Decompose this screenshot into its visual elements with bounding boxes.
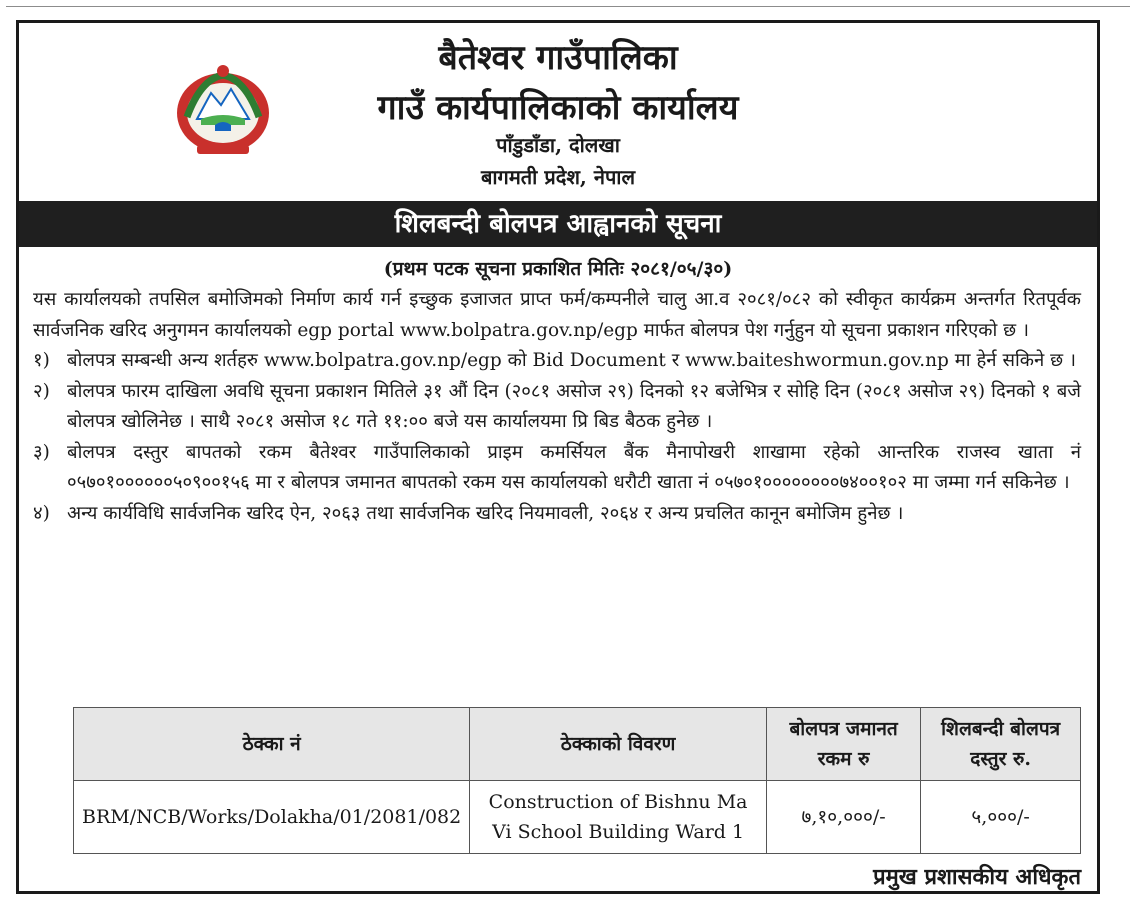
cell-bid-security: ७,१०,०००/- [766, 781, 920, 854]
condition-number: २) [33, 380, 50, 402]
notice-body [33, 285, 1081, 529]
header-bid-security: बोलपत्र जमानत रकम रु [766, 708, 920, 781]
condition-number: ४) [33, 502, 50, 524]
condition-text: अन्य कार्यविधि सार्वजनिक खरिद ऐन, २०६३ तथा सार्वजनिक खरिद नियमावली, २०६४ र अन्य प्रचलित कानून बमोजिम हुनेछ । [67, 502, 904, 524]
publish-date: (प्रथम पटक सूचना प्रकाशित मितिः २०८१/०५/३०) [383, 258, 733, 280]
condition-text: बोलपत्र सम्बन्धी अन्य शर्तहरु www.bolpatra.gov.np/egp को Bid Document र www.baiteshwormun.gov.np मा हेर्न सकिने छ । [67, 350, 1076, 371]
cell-contract-no: BRM/NCB/Works/Dolakha/01/2081/082 [74, 781, 470, 854]
condition-item [33, 377, 1081, 438]
condition-number: १) [33, 350, 50, 371]
org-name: बैतेश्वर गाउँपालिका [438, 38, 678, 78]
office-province: बागमती प्रदेश, नेपाल [480, 165, 636, 189]
condition-number: ३) [33, 441, 50, 463]
header-bid-fee: शिलबन्दी बोलपत्र दस्तुर रु. [921, 708, 1081, 781]
condition-item [33, 346, 1081, 377]
cell-description: Construction of Bishnu Ma Vi School Building Ward 1 [470, 781, 767, 854]
tender-table [73, 707, 1081, 854]
signature: प्रमुख प्रशासकीय अधिकृत [873, 864, 1081, 890]
header-description: ठेक्काको विवरण [470, 708, 767, 781]
condition-text: बोलपत्र फारम दाखिला अवधि सूचना प्रकाशन मितिले ३१ औं दिन (२०८१ असोज २९) दिनको १२ बजेभित्र र सोहि दिन (२०८१ असोज २९) दिनको १ बजे बोलपत्र खोलिनेछ । साथै २०८१ असोज १८ गते ११:०० बजे यस कार्यालयमा प्रि बिड बैठक हुनेछ । [67, 380, 1081, 432]
notice-title: शिलबन्दी बोलपत्र आह्वानको सूचना [19, 201, 1097, 247]
header-contract-no: ठेक्का नं [74, 708, 470, 781]
office-name: गाउँ कार्यपालिकाको कार्यालय [377, 88, 739, 128]
cell-bid-fee: ५,०००/- [921, 781, 1081, 854]
condition-item [33, 438, 1081, 499]
notice-intro: यस कार्यालयको तपसिल बमोजिमको निर्माण कार्य गर्न इच्छुक इजाजत प्राप्त फर्म/कम्पनीले चालु आ.व २०८१/०८२ को स्वीकृत कार्यक्रम अन्तर्गत रितपूर्वक सार्वजनिक खरिद अनुगमन कार्यालयको egp portal www.bolpatra.gov.np/egp मार्फत बोलपत्र पेश गर्नुहुन यो सूचना प्रकाशन गरिएको छ । [33, 289, 1081, 341]
office-address: पाँडुडाँडा, दोलखा [496, 133, 620, 157]
top-rule [6, 6, 1130, 7]
condition-item [33, 499, 1081, 530]
notice-header [19, 23, 1097, 201]
table-row [74, 781, 1081, 854]
condition-text: बोलपत्र दस्तुर बापतको रकम बैतेश्वर गाउँपालिकाको प्राइम कमर्सियल बैंक मैनापोखरी शाखामा रहेको आन्तरिक राजस्व खाता नं ०५७०१००००००५०९००१५६ मा र बोलपत्र जमानत बापतको रकम यस कार्यालयको धरौटी खाता नं ०५७०१००००००००७४००१०२ मा जम्मा गर्न सकिनेछ । [67, 441, 1081, 493]
table-header-row [74, 708, 1081, 781]
notice-frame [16, 20, 1100, 894]
